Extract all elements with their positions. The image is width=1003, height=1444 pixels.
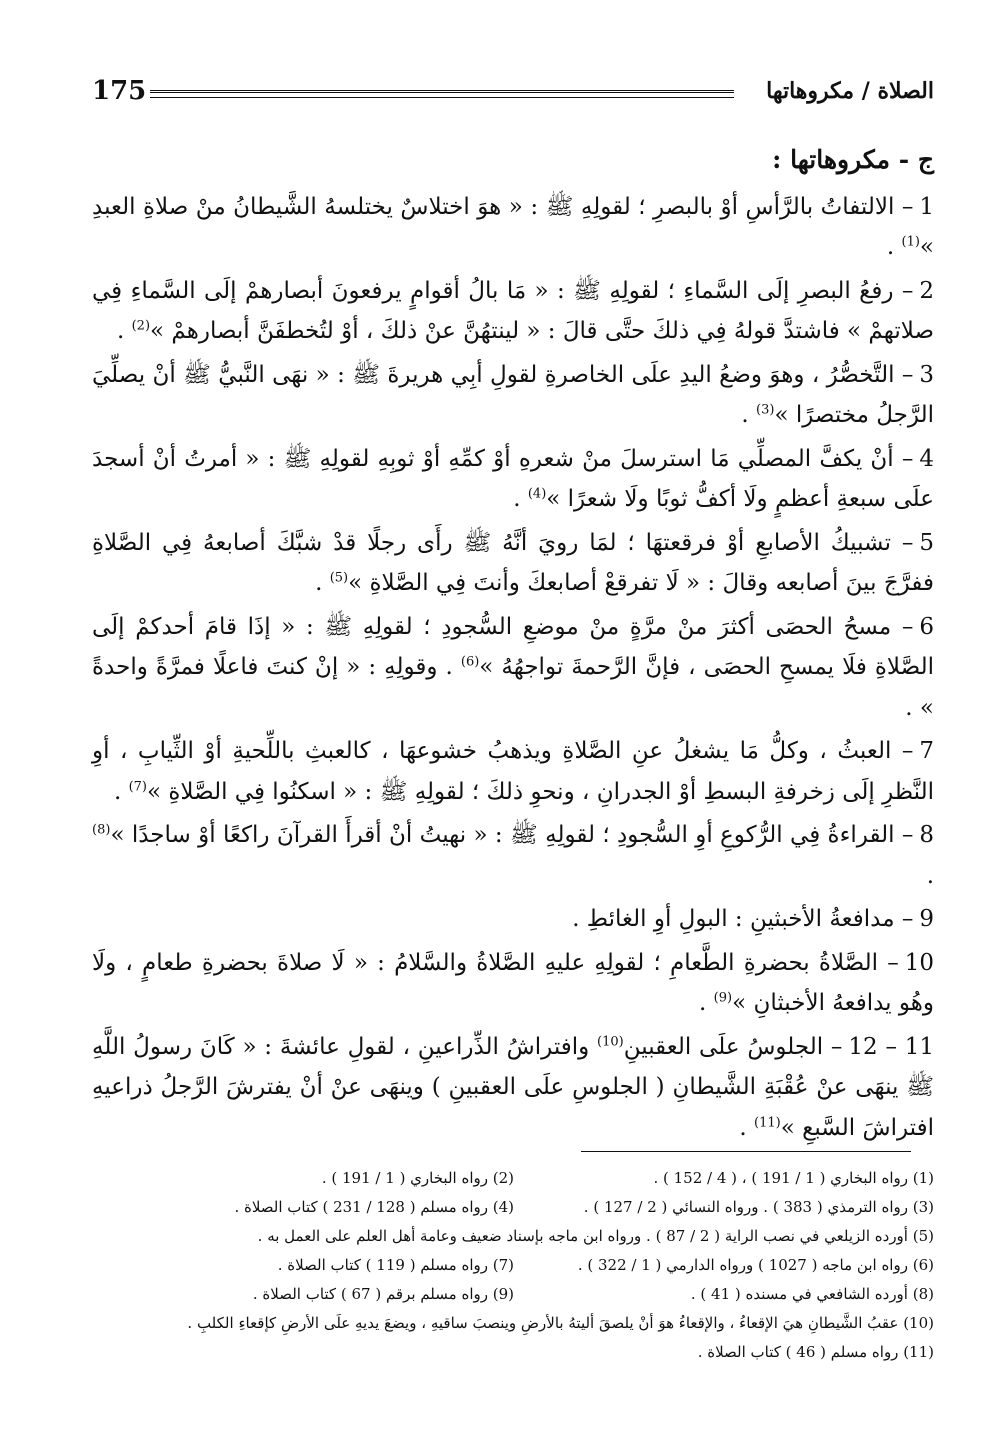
item-text: – رفعُ البصرِ إلَى السَّماءِ ؛ لقولِهِ ﷺ : « مَا بالُ أقوامٍ يرفعونَ أبصارهمْ إلَى السَّماءِ فِي صلاتهمْ » فاشتدَّ قولهُ فِي ذلكَ حتَّى قالَ : « لينتهُنَّ عنْ ذلكَ ، أوْ لتُخطفَنَّ أبصارهمْ » <box>92 277 934 344</box>
footnote-ref[interactable]: (5) <box>329 570 349 586</box>
item-tail: . <box>926 862 934 889</box>
item-number: 4 <box>919 445 934 472</box>
item-text: – العبثُ ، وكلُّ مَا يشغلُ عنِ الصَّلاةِ ويذهبُ خشوعهَا ، كالعبثِ باللِّحيةِ أوْ الثِّيابِ ، أوِ النَّظرِ إلَى زخرفةِ البسطِ أوْ الجدرانِ ، ونحوِ ذلكَ ؛ لقولِهِ ﷺ : « اسكنُوا فِي الصَّلاةِ » <box>92 738 934 805</box>
footnote: (10) عقبُ الشَّيطانِ هيَ الإقعاءُ ، والإقعاءُ هوَ أنْ يلصقَ أليتهُ بالأرضِ وينصبَ ساقيهِ ، ويضعَ يديهِ علَى الأرضِ كإقعاءِ الكلبِ . <box>187 1314 934 1332</box>
item-text: – القراءةُ فِي الرُّكوعِ أوِ السُّجودِ ؛ لقولِهِ ﷺ : « نهيتُ أنْ أقرأَ القرآنَ راكعًا أوْ ساجدًا » <box>110 822 914 848</box>
footnote-row <box>92 1338 934 1367</box>
footnote-row <box>92 1251 934 1280</box>
footnote: (11) رواه مسلم ( 46 ) كتاب الصلاة . <box>697 1343 934 1361</box>
footnote-ref[interactable]: (1) <box>901 234 920 250</box>
item-text: – الجلوسُ علَى العقبينِ <box>623 1033 843 1060</box>
list-item <box>92 187 934 268</box>
item-text: – الالتفاتُ بالرَّأسِ أوْ بالبصرِ ؛ لقولِهِ ﷺ : « هوَ اختلاسٌ يختلسهُ الشَّيطانُ منْ صلاةِ العبدِ » <box>92 193 934 260</box>
item-number: 5 <box>919 529 934 556</box>
footnote-ref[interactable]: (10) <box>597 1033 624 1049</box>
item-text: – تشبيكُ الأصابعِ أوْ فرقعتهَا ؛ لمَا رويَ أنَّهُ ﷺ رأَى رجلًا قدْ شبَّكَ أصابعهُ فِي الصَّلاةِ ففرَّجَ بينَ أصابعه وقالَ : « لَا تفرقعْ أصابعكَ وأنتَ فِي الصَّلاةِ » <box>92 529 934 596</box>
list-item <box>92 815 934 896</box>
running-title: الصلاة / مكروهاتها <box>766 78 934 104</box>
item-number: 8 <box>919 822 934 848</box>
footnote-ref[interactable]: (6) <box>460 654 480 670</box>
footnote-ref[interactable]: (11) <box>754 1114 781 1130</box>
footnote-ref[interactable]: (3) <box>756 402 775 418</box>
footnote: (7) رواه مسلم ( 119 ) كتاب الصلاة . <box>277 1256 514 1274</box>
footnote: (1) رواه البخاري ( 1 / 191 ) ، ( 4 / 152 ) . <box>653 1169 934 1187</box>
item-tail: . <box>513 486 528 512</box>
footnote-row <box>92 1222 934 1251</box>
list-item <box>92 439 934 520</box>
main-text <box>92 140 934 1151</box>
item-number: 11 – 12 <box>848 1033 935 1060</box>
footnote-ref[interactable]: (2) <box>131 318 151 334</box>
header-rule <box>150 90 734 98</box>
item-number: 10 <box>904 949 934 976</box>
item-number: 9 <box>919 906 934 932</box>
footnote-row <box>92 1280 934 1309</box>
item-tail: وافتراشُ الذِّراعينِ ، لقولِ عائشةَ : « كَانَ رسولُ اللَّهِ ﷺ ينهَى عنْ عُقْبَةِ الشَّيطانِ ( الجلوسِ علَى العقبينِ ) وينهَى عنْ أنْ يفترشَ الرَّجلُ ذراعيهِ افتراشَ السَّبعِ » <box>92 1033 934 1141</box>
item-tail: . <box>741 402 756 428</box>
item-number: 1 <box>919 193 934 220</box>
item-number: 7 <box>919 738 934 764</box>
footnote: (9) رواه مسلم برقم ( 67 ) كتاب الصلاة . <box>252 1285 514 1303</box>
list-item <box>92 731 934 812</box>
list-item <box>92 523 934 604</box>
list-item <box>92 1027 934 1149</box>
item-text: – الصَّلاةُ بحضرةِ الطَّعامِ ؛ لقولِهِ عليهِ الصَّلاةُ والسَّلامُ : « لَا صلاةَ بحضرةِ طعامٍ ، ولَا وهُو يدافعهُ الأخبثانِ » <box>92 949 934 1016</box>
list-item <box>92 607 934 729</box>
item-number: 3 <box>919 361 934 388</box>
footnote: (4) رواه مسلم ( 128 / 231 ) كتاب الصلاة . <box>234 1198 514 1216</box>
footnote: (8) أورده الشافعي في مسنده ( 41 ) . <box>690 1285 934 1303</box>
list-item <box>92 271 934 352</box>
item-number: 2 <box>919 277 934 304</box>
footnote-row <box>92 1309 934 1338</box>
footnote: (3) رواه الترمذي ( 383 ) . ورواه النسائي ( 2 / 127 ) . <box>583 1198 934 1216</box>
running-header <box>92 72 934 112</box>
item-text: – مسحُ الحصَى أكثرَ منْ مرَّةٍ منْ موضعِ السُّجودِ ؛ لقولِهِ ﷺ : « إذَا قامَ أحدكمْ إلَى الصَّلاةِ فلَا يمسحِ الحصَى ، فإنَّ الرَّحمةَ تواجهُهُ » <box>92 613 934 680</box>
footnote-ref[interactable]: (4) <box>527 486 547 502</box>
item-tail: . <box>699 990 714 1016</box>
item-tail: . <box>886 234 902 260</box>
item-tail: . <box>116 318 132 344</box>
item-number: 6 <box>919 613 934 640</box>
footnote-separator <box>581 1151 911 1152</box>
list-item <box>92 943 934 1024</box>
item-tail: . <box>113 778 129 805</box>
footnote: (6) رواه ابن ماجه ( 1027 ) ورواه الدارمي ( 1 / 322 ) . <box>577 1256 934 1274</box>
footnote-row <box>92 1193 934 1222</box>
footnote: (5) أورده الزيلعي في نصب الراية ( 2 / 87 ) . ورواه ابن ماجه بإسناد ضعيف وعامة أهل العلم على العمل به . <box>257 1227 934 1245</box>
item-text: – أنْ يكفَّ المصلِّي مَا استرسلَ منْ شعرهِ أوْ كمِّهِ أوْ ثوبِهِ لقولِهِ ﷺ : « أمرتُ أنْ أسجدَ علَى سبعةِ أعظمٍ ولَا أكفُّ ثوبًا ولَا شعرًا » <box>92 445 934 512</box>
page-number: 175 <box>92 76 147 106</box>
list-item <box>92 899 934 940</box>
item-text: – التَّخصُّرُ ، وهوَ وضعُ اليدِ علَى الخاصرةِ لقولِ أبِي هريرةَ ﷺ : « نهَى النَّبيُّ ﷺ أنْ يصلِّيَ الرَّجلُ مختصرًا » <box>92 361 934 428</box>
item-tail: . وقولِهِ : « إنْ كنتَ فاعلًا فمرَّةً واحدةً » . <box>92 654 934 721</box>
section-heading: ج - مكروهاتها : <box>772 145 934 174</box>
footnote-ref[interactable]: (7) <box>128 778 147 794</box>
item-tail: . <box>315 570 330 596</box>
footnote-ref[interactable]: (8) <box>92 822 111 838</box>
footnotes <box>92 1164 934 1367</box>
list-item <box>92 355 934 436</box>
footnote-ref[interactable]: (9) <box>713 990 733 1006</box>
footnote: (2) رواه البخاري ( 1 / 191 ) . <box>321 1169 514 1187</box>
item-tail: . <box>739 1114 755 1141</box>
item-text: – مدافعةُ الأخبثينِ : البولِ أوِ الغائطِ . <box>572 906 914 932</box>
footnote-row <box>92 1164 934 1193</box>
